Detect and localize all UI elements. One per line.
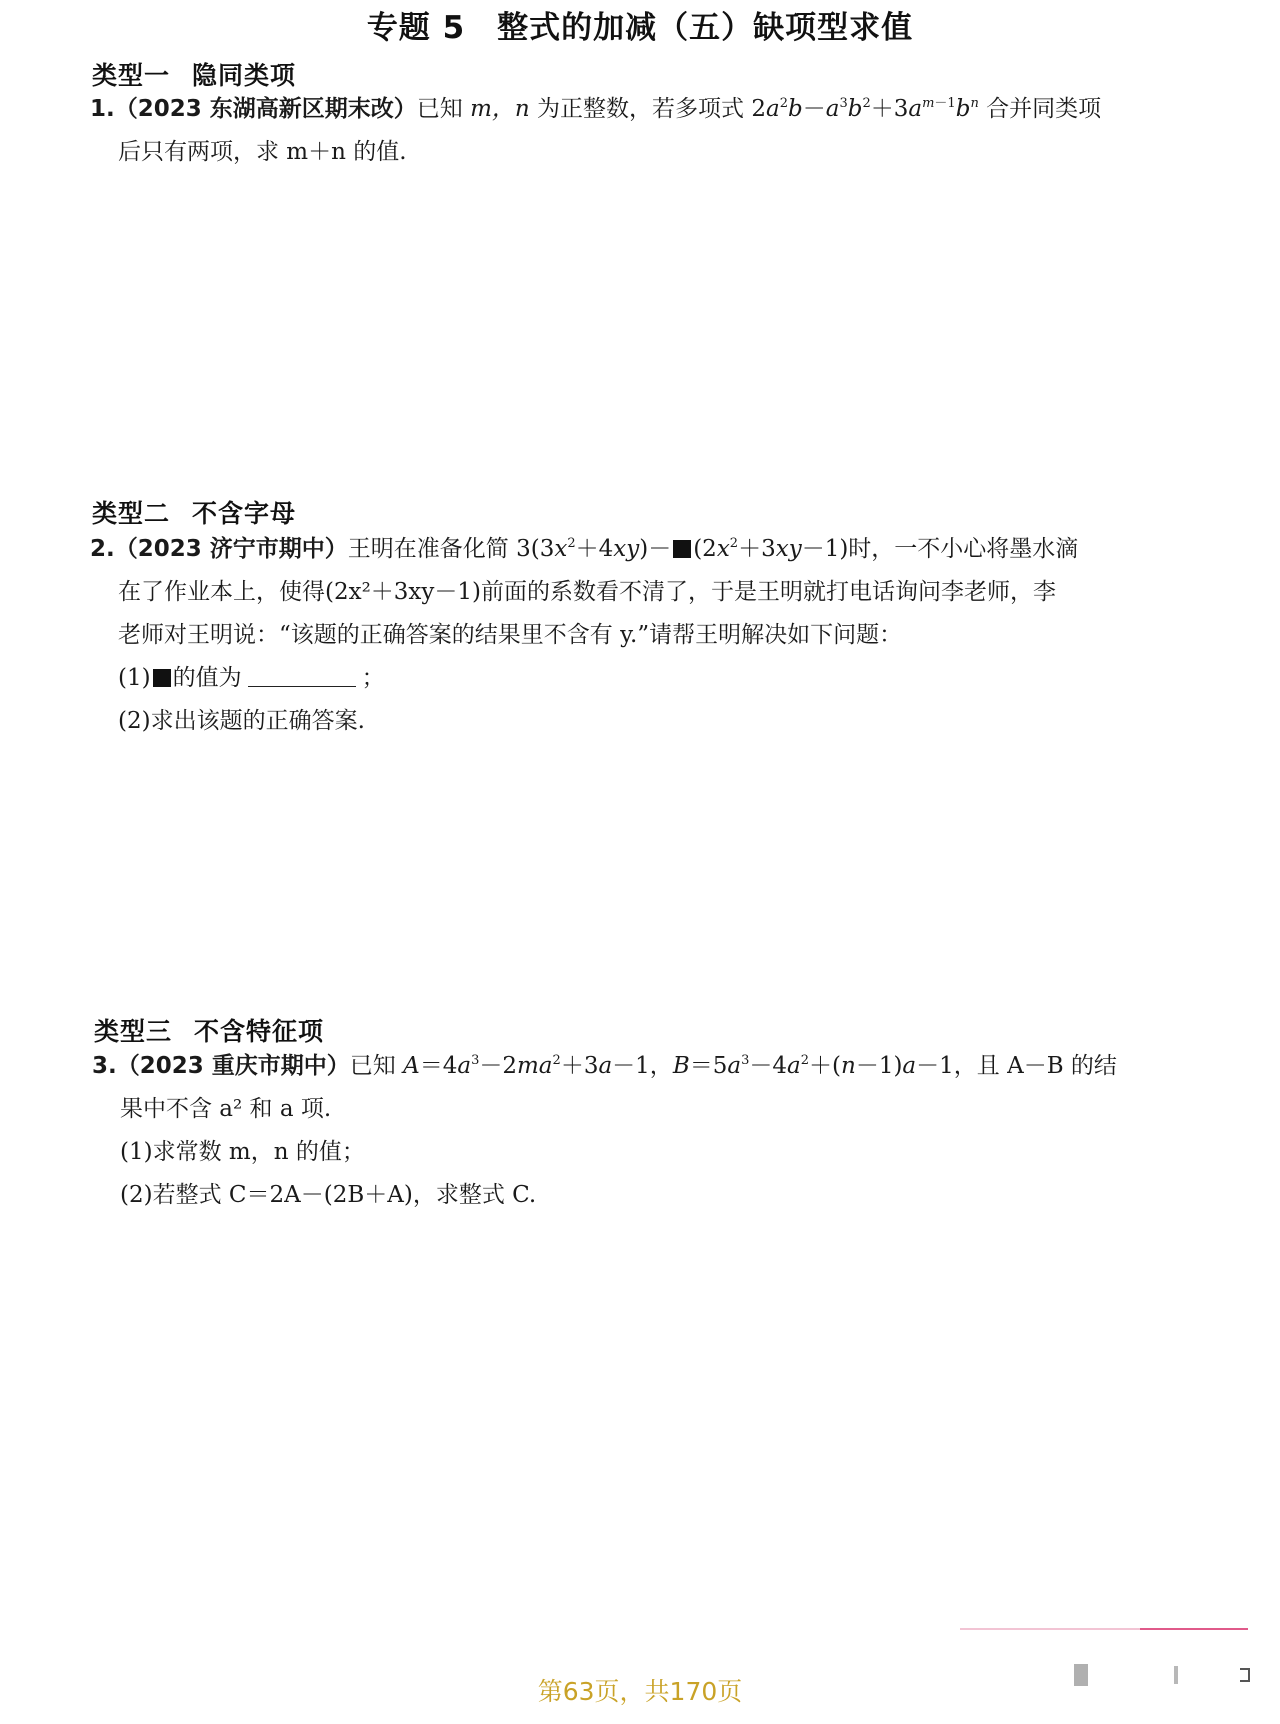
page-indicator: 第63页，共170页 <box>537 1677 743 1706</box>
section-name-label: 不含特征项 <box>194 1017 325 1046</box>
expression-to-simplify: $3(3x^2+4xy)- (2x^2+3xy-1)$ <box>516 536 849 562</box>
section-heading-2 <box>92 494 296 530</box>
page-title: 专题 5 整式的加减（五）缺项型求值 <box>366 10 914 46</box>
question-1-line-1: 1.（2023 东湖高新区期末改）已知 m，n 为正整数，若多项式 $2a^2b-a^3b^2+3a^{m-1}b^n$ 合并同类项 <box>90 96 1102 122</box>
question-2-line-1: 2.（2023 济宁市期中）王明在准备化简 $3(3x^2+4xy)- (2x^2+3xy-1)$时，一不小心将墨水滴 <box>90 536 1079 562</box>
question-2-part-1: (1) 的值为 ； <box>118 665 385 691</box>
section-type-label: 类型一 <box>92 61 171 90</box>
decorative-line-light <box>960 1628 1140 1630</box>
section-name-label: 不含字母 <box>192 499 297 528</box>
expressions-a-b: $A=4a^3-2ma^2+3a-1$，$B=5a^3-4a^2+(n-1)a-1$ <box>403 1053 954 1079</box>
question-number: 1. <box>90 96 115 122</box>
section-heading-3 <box>94 1012 324 1048</box>
ink-blot-icon <box>153 669 171 687</box>
question-2 <box>90 528 1078 743</box>
section-type-label: 类型二 <box>92 499 171 528</box>
question-1-line-2: 后只有两项，求 m＋n 的值. <box>118 139 407 165</box>
question-3-part-1: (1)求常数 m，n 的值； <box>120 1139 365 1165</box>
question-3-line-2: 果中不含 a² 和 a 项. <box>120 1096 332 1122</box>
polynomial-expression: $2a^2b-a^3b^2+3a^{m-1}b^n$ <box>751 96 979 122</box>
ink-blot-icon <box>673 540 691 558</box>
question-3-line-1: 3.（2023 重庆市期中）已知 $A=4a^3-2ma^2+3a-1$，$B=5a^3-4a^2+(n-1)a-1$，且 A－B 的结 <box>92 1053 1117 1079</box>
question-2-line-3: 老师对王明说：“该题的正确答案的结果里不含有 y.”请帮王明解决如下问题： <box>118 622 903 648</box>
question-2-line-2: 在了作业本上，使得(2x²＋3xy－1)前面的系数看不清了，于是王明就打电话询问李老师，李 <box>118 579 1057 605</box>
answer-blank[interactable] <box>248 666 356 687</box>
question-number: 2. <box>90 536 115 562</box>
question-3-part-2: (2)若整式 C＝2A－(2B＋A)，求整式 C. <box>120 1182 537 1208</box>
question-1 <box>90 88 1101 174</box>
section-name-label: 隐同类项 <box>192 61 297 90</box>
question-source: （2023 济宁市期中） <box>114 536 348 562</box>
question-source: （2023 东湖高新区期末改） <box>114 96 417 122</box>
section-heading-1 <box>92 56 296 92</box>
question-2-part-2: (2)求出该题的正确答案. <box>118 708 365 734</box>
section-type-label: 类型三 <box>94 1017 173 1046</box>
question-3 <box>92 1045 1117 1217</box>
decorative-line-accent <box>1140 1628 1248 1630</box>
question-source: （2023 重庆市期中） <box>116 1053 350 1079</box>
question-number: 3. <box>92 1053 117 1079</box>
